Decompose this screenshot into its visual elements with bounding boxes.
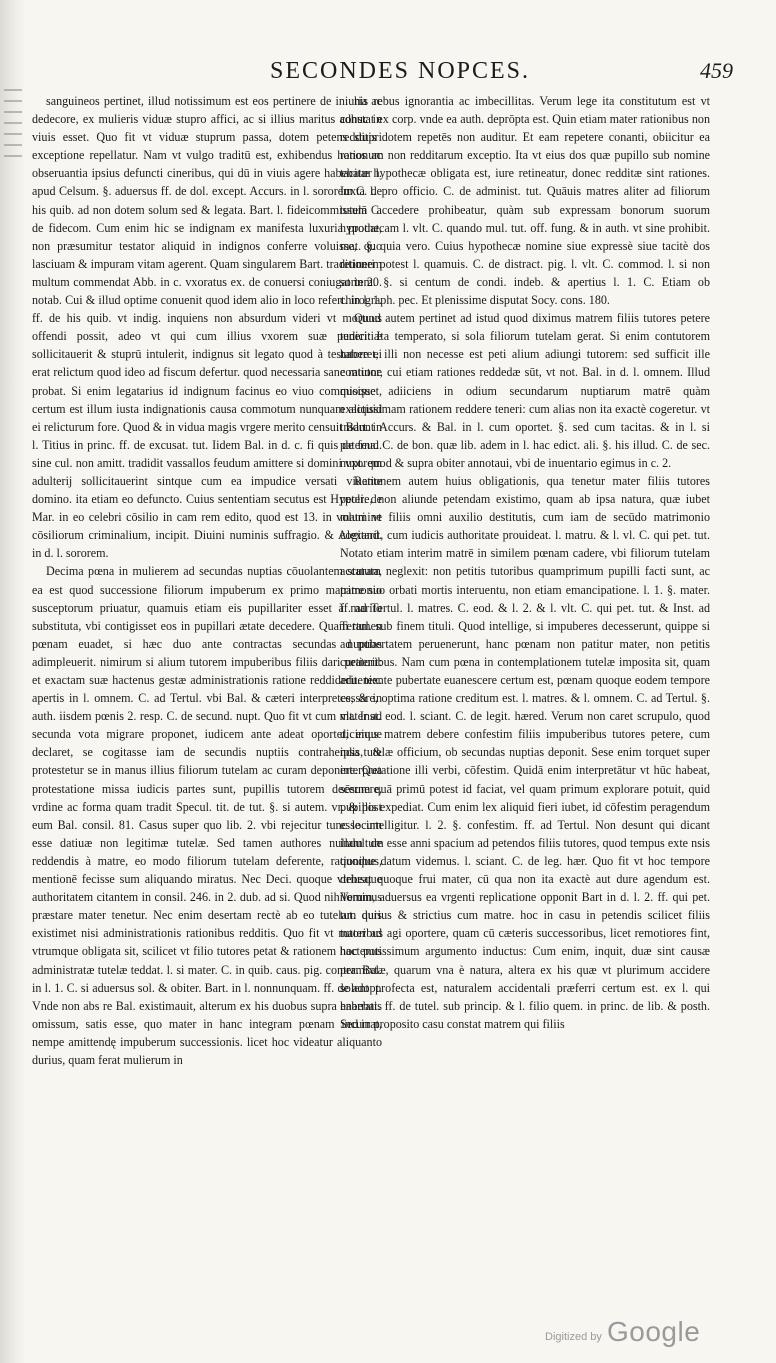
page-number: 459 xyxy=(700,58,733,83)
margin-marks xyxy=(4,80,22,240)
right-text-column xyxy=(340,92,710,1270)
paragraph: his rebus ignorantia ac imbecillitas. Verum lege ita constitutum est vt constat ex corp. vnde ea auth. deprōpta est. Quin etiam mater rationibus non redditis dotem repetēs non auditur. Et eam repetere conanti, obiicitur ea rationum non redditarum exceptio. Ita vt eius dos quæ pupillo sub nomine tacitæ hypothecæ obligata est, iure retineatur, donec redditæ sint rationes. Iuxta l. pro officio. C. de administ. tut. Quāuis matres aliter ad filiorum tutelā accedere prohibeatur, quàm sub expressam bonorum suorum hypothecam l. vlt. C. quando mul. tut. off. fung. & in auth. vt sine prohibit. mat. §. quia vero. Cuius hypothecæ nomine siue expressè siue tacitè dos retineri potest l. quamuis. C. de distract. pig. l. vlt. C. commod. l. si non sortem. §. si centum de condi. indeb. & apertius l. 1. C. Etiam ob chirograph. pec. Et plenissime disputat Socy. cons. 180. xyxy=(340,94,710,308)
page-gutter xyxy=(0,0,26,1363)
left-text-column xyxy=(32,92,382,1270)
paragraph: sanguineos pertinet, illud notissimum est eos pertinere de iniuria ac dedecore, ex mulieris viduæ stupro affici, ac si illius maritus adhuc in viuis esset. Quo fit vt viduæ stuprum passa, dotem petens stupri exceptione repellatur. Nam vt vulgo traditū est, exhibendus honos ac obseruantia ipsius defuncti cineribus, qui dū in viuis agere habebatur l. apud Celsum. §. aduersus ff. de dol. except. Accurs. in l. sororem C. de his quib. ad non dotem solum sed & legata. Bart. l. fideicommissum C. de fidecom. Cum enim hic se indignam ex manifesta luxuria prodat, non præsumitur testator aliquid in indignos conferre voluisse, quo lasciuam & impuram vitam agerent. Quam singularem Bart. traditionem multum commendat Abb. in c. vxoratus ex. de conuersi coniugat in 20. notab. Cui & illud optime conuenit quod idem alio in loco refert. in l. 1. ff. de his quib. vt indig. inquiens non absurdum videri vt mortuus offendi possit, adeo vt qui cum illius vxorem suæ pudicitiæ sollicitauerit & stuprū intulerit, indignus sit legato quod à testatore ei erat relictum quod ideo ad fiscum defertur. quod necessaria sane ratione probat. Si enim legatarius id indignum facinus eo viuo commisisset, certum est illum iusta indignationis causa commotum nunquam aliquid ei relicturum fore. Quod & in vidua magis vrgere merito censuit Bart. in l. Titius in princ. ff. de excusat. tut. Iidem Bal. in d. c. fi quis de feud. sine cul. non amitt. tradidit vassallos feudum amittere si domini vxorem adulterij sollicitauerint sintque cum ea impudice versati viuente domino. ita etiam eo defuncto. Cuius sententiam secutus est Hypoli. de Mar. in eo celebri cōsilio in cam rem edito, quod est 13. in volumine cōsiliorum criminalium, incipit. Diuini numinis suffragio. & Alexand. in d. l. sororem. xyxy=(32,94,382,561)
running-title: SECONDES NOPCES. xyxy=(269,58,531,84)
digitization-watermark xyxy=(545,1316,745,1352)
watermark-prefix: Digitized by xyxy=(545,1331,602,1343)
watermark-logo: Google xyxy=(607,1316,701,1347)
paragraph: Quod autem pertinet ad istud quod diximus matrem filiis tutores petere teneri: Ita temperato, si sola filiorum tutelam gerat. Si enim contutorem haberet, illi non necesse est peti alium adiungi tutorem: sed sufficit ille contutor, cui etiam rationes reddedæ sūt, vt not. Bal. in d. l. omnem. Illud quoque adiiciens in odium secundarum nuptiarum matrē quàm exactissimam rationem reddere teneri: cum alias non ita exactè cogeretur. vt tradunt Accurs. & Bal. in l. cum oportet. §. sed cum tacitas. & in l. si paterna. C. de bon. quæ lib. adem in l. hac edict. ali. §. his illud. C. de sec. nupt. quod & supra obiter annotaui, vbi de inuentario egimus in c. 2. xyxy=(340,311,710,470)
paragraph: Rationem autem huius obligationis, qua tenetur mater filiis tutores petere, non aliunde petendam existimo, quam ab ipsa natura, quæ iubet matri vt filiis omni auxilio destitutis, cum iam de secūdo matrimonio cogitarit, cum iudicis authoritate prouideat. l. matru. & l. vl. C. qui pet. tut. Notato etiam interim matrē in similem pœnam cadere, vbi filiorum tutelam accuram neglexit: non petitis tutoribus quamprimum pupilli facti sunt, ac patre suo orbati mortis interuentu, non etiam emancipatione. l. 1. §. mater. ff. ad Tertul. l. matres. C. eod. & l. 2. & l. vlt. C. qui pet. tut. & Inst. ad Tertul. sub finem tituli. Quod intellige, si impuberes decesserunt, quippe si ad pubertatem peruenerunt, hanc pœnam non patitur mater, non petitis curatoribus. Nam cum pœna in contemplationem tutelæ imposita sit, quam adueniente pubertate euanescere certum est, pœnam quoque eodem tempore cessare, optima ratione creditum est. l. matres. & l. omnem. C. ad Tertul. §. vlt. Inst. eod. l. sciant. C. de legit. hæred. Verum non caret scrupulo, quod dicimus matrem debere confestim filiis impuberibus tutores petere, cum ipsa tutelæ officium, ob secundas nuptias deponit. Sese enim torquet super interpretatione illi verbi, cōfestim. Quidā enim interpretātur vt hūc habeat, sēsum quā primū potest id faciat, vel quam primum explorare potuit, quid pupillis expediat. Cum enim lex aliquid fieri iubet, id cōfestim peragendum esse intelligitur. l. 2. §. confestim. ff. ad Tertul. Non desunt qui dicant indultum esse anni spacium ad petendos filiis tutores, quod tempus exte nsis quoque datum videmus. l. sciant. C. de leg. hær. Quo fit vt hoc tempore debeat quoque frui mater, cū qua non ita exactè aut dure agendum est. Verum, aduersus ea vrgenti replicatione opponit Bart in d. l. 2. ff. qui pet. tut. durius & strictius cum matre. hoc in casu in petendis scilicet filiis tutoribus agi oportere, quam cū cæteris successoribus, licet remotiores fint, hoc potissimum argumento inductus: Cum enim, inquit, duæ sint causæ permixtæ, quarum vna è natura, altera ex his quæ vt plurimum accidere solent profecta est, naturalem accidentali præferri certum est. ex l. qui habebat. ff. de tutel. sub princip. & l. filio quem. in princ. de lib. & posth. Sed in proposito casu constat matrem qui filiis xyxy=(340,473,710,1031)
paragraph: Decima pœna in mulierem ad secundas nuptias cōuolantem statuta, ea est quod successione filiorum impuberum ex primo matrimonio susceptorum priuatur, quamuis etiam eis pupillariter esset à marito substituta, vbi contigisset eos in pupillari ætate decedere. Quam tamen pœnam euadet, si hæc duo ante contractas secundas nuptias adimpleuerit. nimirum si alium tutorem impuberibus filiis dari petierit: et exactam suæ hactenus gestæ administrationis ratione reddiderit. tex. apertis in l. omnem. C. ad Tertul. vbi Bal. & cæteri interpretes, & in auth. iisdem pœnis 2. resp. C. de secund. nupt. Quo fit vt cum mater ad secunda vota migrare proponet, iudicem ante adeat oportet, eique declaret, se cogitasse iam de secundis nuptiis contrahendis, & protestetur se in manus illius filiorum tutelam ac curam deponere. Qua protestatione missa iudicis partes sunt, pupillis tutorem decernere, vrdine ac forma quam tradit Specul. tit. de tut. §. si autem. vr. & post eum Bal. consil. 81. Casus super quo lib. 2. vbi rejecitur tunc locum esse datiuæ non legitimæ tutelæ. Sed tamen authores nullam de reddendis à matre, eo modo filiorum tutelam deferente, rationibus, mentionē fecisse sum aliquando miratus. Nec Deci. quoque vtriusque authoritatem citantem in consil. 246. in 2. dub. ad si. Quod nihilominus præstare mater tenetur. Nec enim desertam rectè ab eo tutelam quis existimet nisi administrationis rationibus redditis. Quo fit vt mater ad vtrumque obligata sit, scilicet vt filio tutores petat & rationem hactenus administratæ tutelæ teddat. l. si mater. C. in quib. caus. pig. contra. Bal. in l. 1. C. si aduersus sol. & obiter. Bart. in l. nonnunquam. ff. de adopt. Vnde non abs re Bal. existimauit, alterum ex his duobus supra enarratis omissum, satis esse, quo mater in hanc integram pœnam incurrat, nempe amittendę impuberum successionis. licet hoc videatur aliquanto durius, quam ferat mulierum in xyxy=(32,564,382,1067)
